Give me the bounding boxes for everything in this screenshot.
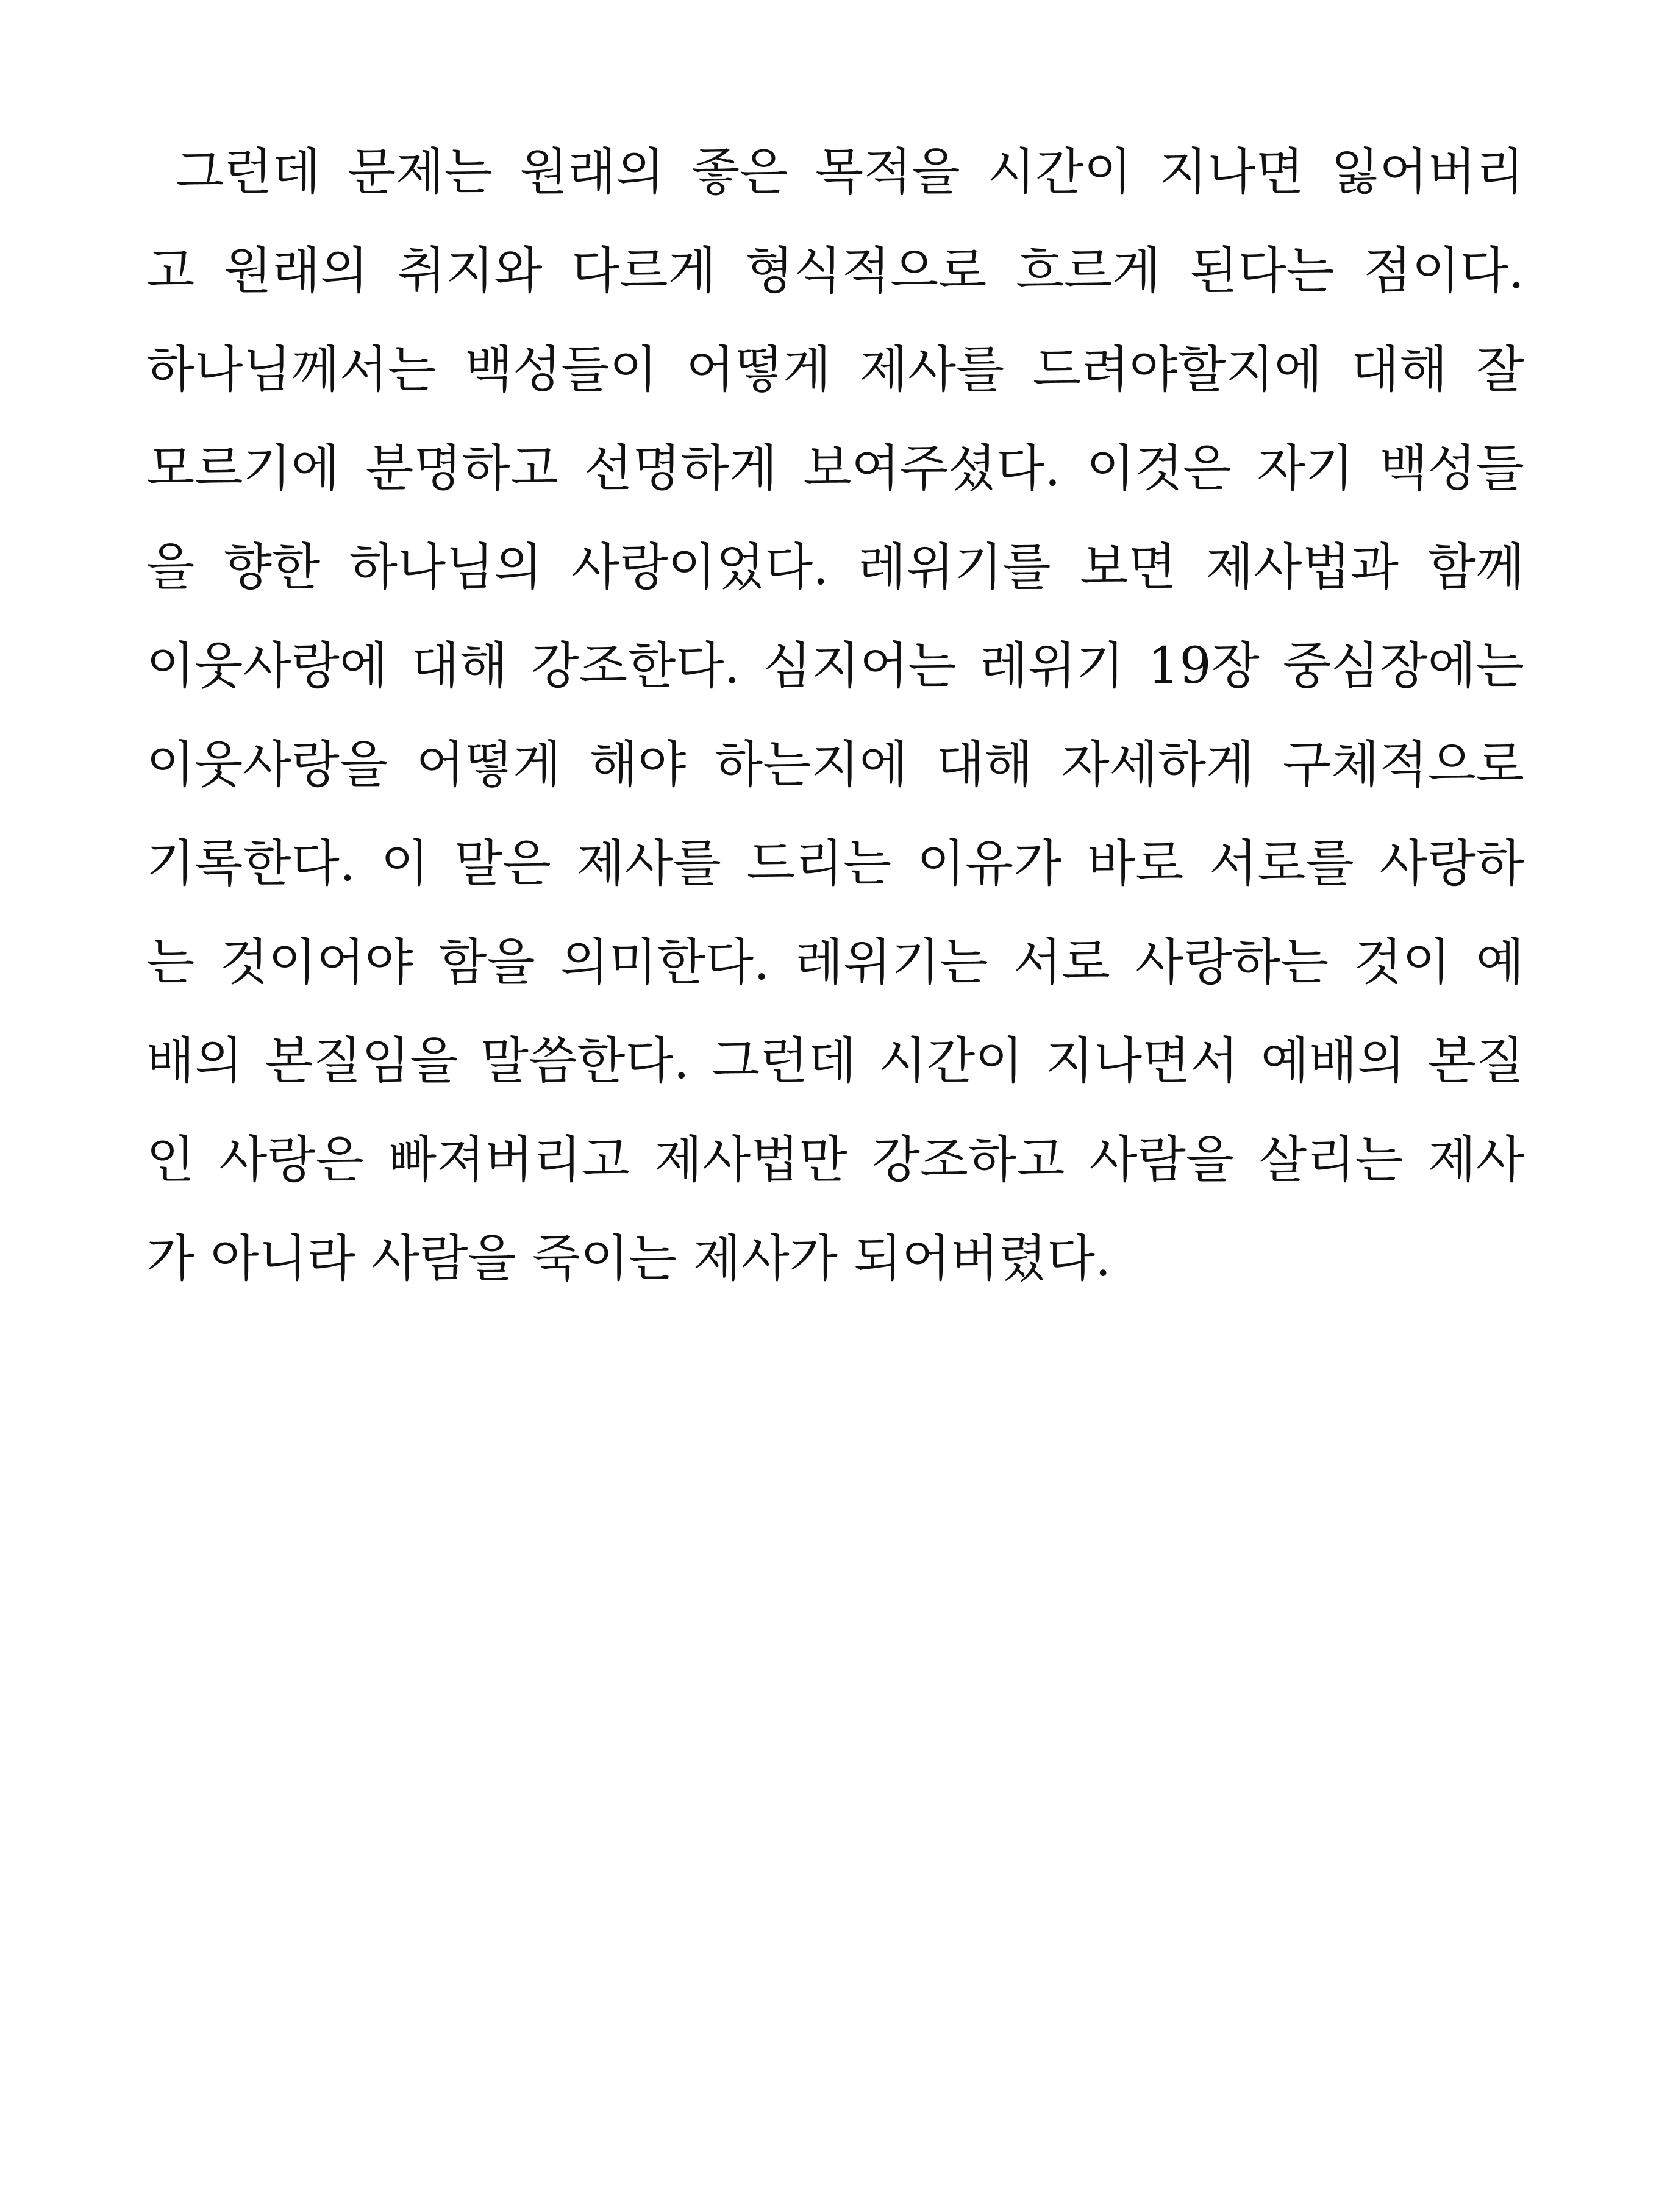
- text-line-5: 을 향한 하나님의 사랑이었다. 레위기를 보면 제사법과 함께: [146, 538, 1524, 596]
- text-line-9: 는 것이어야 함을 의미한다. 레위기는 서로 사랑하는 것이 예: [146, 933, 1524, 991]
- body-paragraph: [146, 123, 1524, 1308]
- text-line-11: 인 사랑은 빠져버리고 제사법만 강조하고 사람을 살리는 제사: [146, 1131, 1524, 1189]
- text-line-7: 이웃사랑을 어떻게 해야 하는지에 대해 자세하게 구체적으로: [146, 736, 1524, 794]
- text-line-2: 고 원래의 취지와 다르게 형식적으로 흐르게 된다는 점이다.: [146, 242, 1524, 300]
- text-line-12: 가 아니라 사람을 죽이는 제사가 되어버렸다.: [146, 1230, 1111, 1288]
- text-line-1: 그런데 문제는 원래의 좋은 목적을 시간이 지나면 잃어버리: [176, 143, 1524, 201]
- text-line-8: 기록한다. 이 말은 제사를 드리는 이유가 바로 서로를 사랑하: [146, 835, 1524, 893]
- text-line-4: 모르기에 분명하고 선명하게 보여주셨다. 이것은 자기 백성들: [146, 440, 1524, 498]
- text-line-6: 이웃사랑에 대해 강조한다. 심지어는 레위기 19장 중심장에는: [146, 637, 1524, 695]
- text-line-3: 하나님께서는 백성들이 어떻게 제사를 드려야할지에 대해 잘: [146, 341, 1524, 399]
- text-line-10: 배의 본질임을 말씀한다. 그런데 시간이 지나면서 예배의 본질: [146, 1032, 1524, 1090]
